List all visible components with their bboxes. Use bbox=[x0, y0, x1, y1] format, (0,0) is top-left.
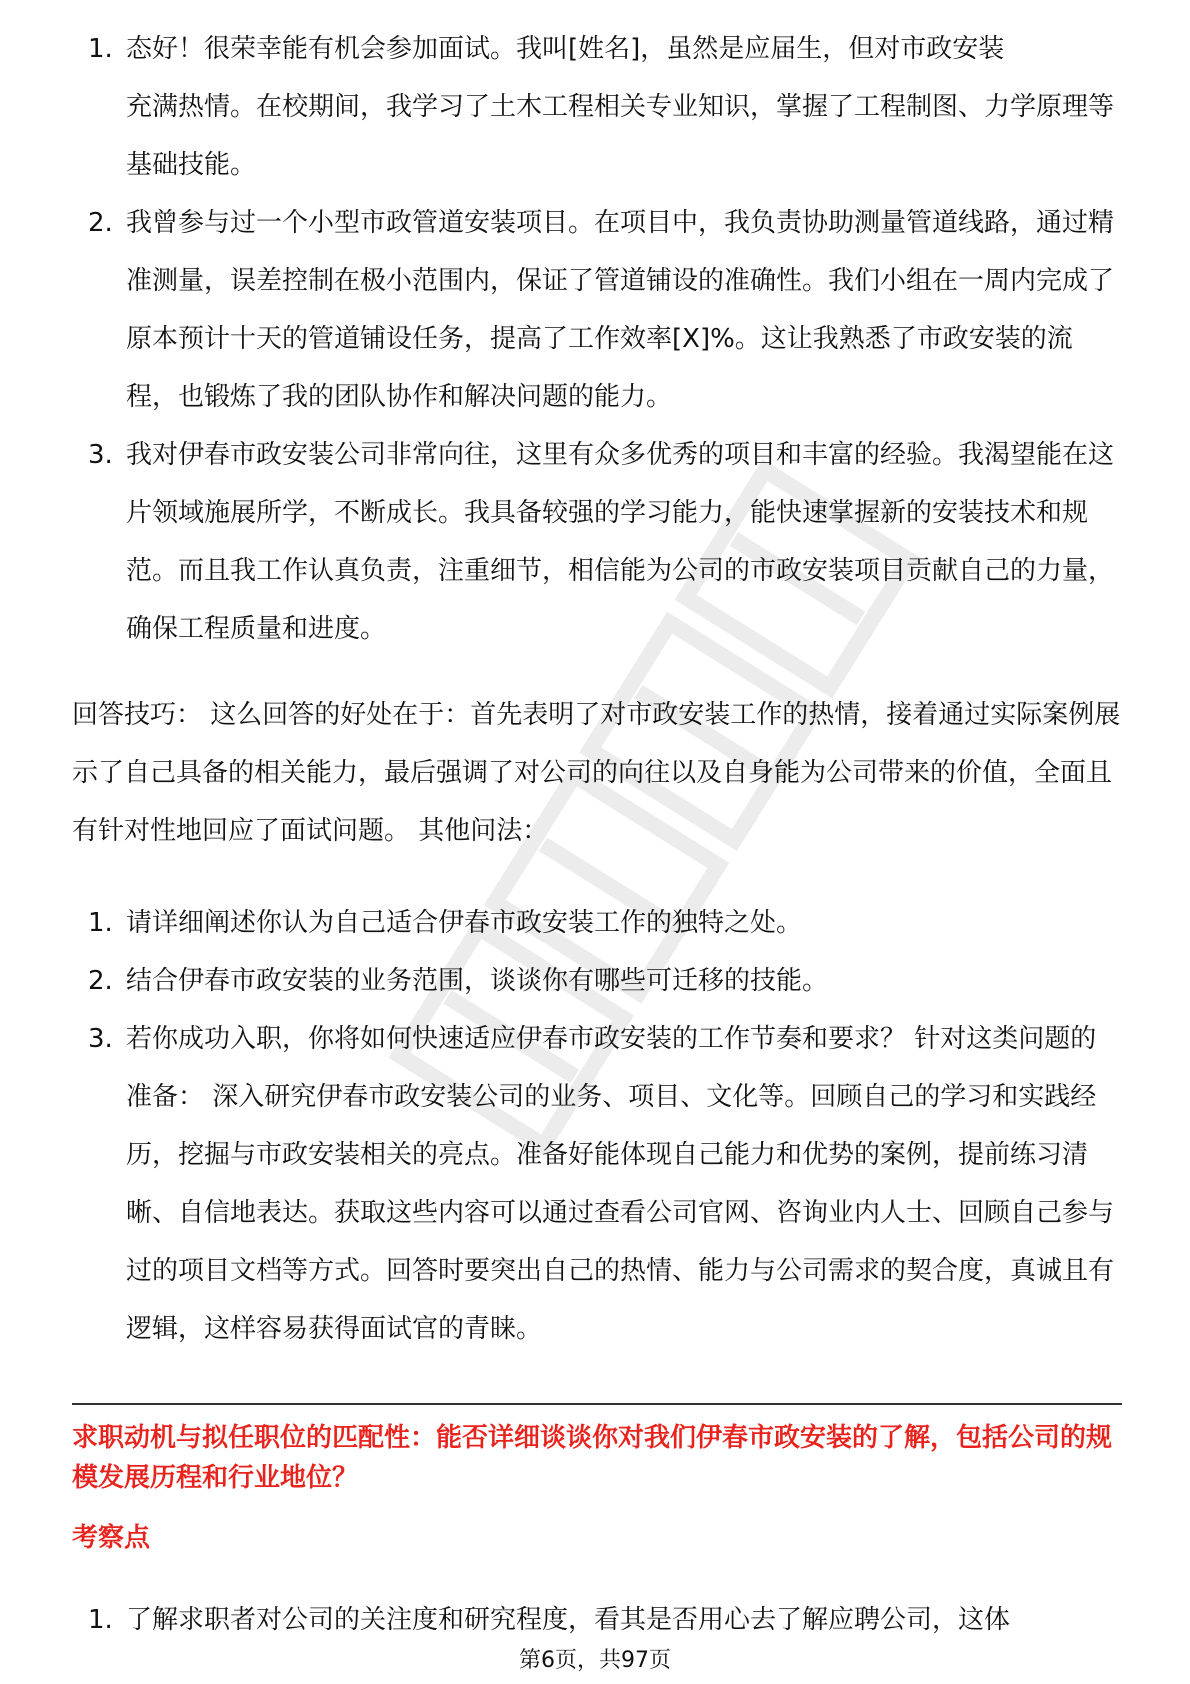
alternative-questions-list bbox=[72, 894, 1122, 1358]
list-item-text: 若你成功入职，你将如何快速适应伊春市政安装的工作节奏和要求？ 针对这类问题的准备： 深入研究伊春市政安装公司的业务、项目、文化等。回顾自己的学习和实践经历，挖掘与市政安装相关的亮点。准备好能体现自己能力和优势的案例，提前练习清晰、自信地表达。获取这些内容可以通过查看公司官网、咨询业内人士、回顾自己参与过的项目文档等方式。回答时要突出自己的热情、能力与公司需求的契合度，真诚且有逻辑，这样容易获得面试官的青睐。 bbox=[126, 1024, 1115, 1344]
list-item bbox=[72, 894, 1122, 952]
list-item-text: 我曾参与过一个小型市政管道安装项目。在项目中，我负责协助测量管道线路，通过精准测量，误差控制在极小范围内，保证了管道铺设的准确性。我们小组在一周内完成了原本预计十天的管道铺设任务，提高了工作效率[X]%。这让我熟悉了市政安装的流程，也锻炼了我的团队协作和解决问题的能力。 bbox=[126, 208, 1115, 412]
list-item bbox=[72, 426, 1122, 658]
list-number: 1. bbox=[88, 34, 113, 64]
answer-tips-paragraph: 回答技巧： 这么回答的好处在于：首先表明了对市政安装工作的热情，接着通过实际案例展示了自己具备的相关能力，最后强调了对公司的向往以及自身能为公司带来的价值，全面且有针对性地回应了面试问题。 其他问法： bbox=[72, 700, 1121, 846]
list-item bbox=[72, 1591, 1122, 1649]
list-number: 1. bbox=[88, 908, 113, 938]
list-item-text: 充满热情。在校期间，我学习了土木工程相关专业知识，掌握了工程制图、力学原理等基础技能。 bbox=[126, 92, 1115, 180]
page-footer: 第6页，共97页 bbox=[519, 1648, 671, 1673]
list-number: 3. bbox=[88, 1024, 113, 1054]
list-item-text: 我对伊春市政安装公司非常向往，这里有众多优秀的项目和丰富的经验。我渴望能在这片领域施展所学，不断成长。我具备较强的学习能力，能快速掌握新的安装技术和规范。而且我工作认真负责，注重细节，相信能为公司的市政安装项目贡献自己的力量，确保工程质量和进度。 bbox=[126, 440, 1115, 644]
list-number: 2. bbox=[88, 208, 113, 238]
list-item bbox=[72, 952, 1122, 1010]
list-item-text-first-line: 态好！很荣幸能有机会参加面试。我叫[姓名]，虽然是应届生，但对市政安装 bbox=[126, 34, 1005, 64]
list-item-clipped-line bbox=[126, 20, 1122, 78]
assessment-points-heading: 考察点 bbox=[72, 1523, 151, 1553]
list-item-text: 了解求职者对公司的关注度和研究程度，看其是否用心去了解应聘公司，这体 bbox=[126, 1605, 1011, 1635]
list-item bbox=[72, 20, 1122, 194]
list-item-text: 请详细阐述你认为自己适合伊春市政安装工作的独特之处。 bbox=[126, 908, 803, 938]
list-item-text: 结合伊春市政安装的业务范围，谈谈你有哪些可迁移的技能。 bbox=[126, 966, 829, 996]
section-divider bbox=[72, 1403, 1122, 1405]
list-number: 2. bbox=[88, 966, 113, 996]
list-item bbox=[72, 194, 1122, 426]
list-number: 3. bbox=[88, 440, 113, 470]
question-heading: 求职动机与拟任职位的匹配性：能否详细谈谈你对我们伊春市政安装的了解，包括公司的规模发展历程和行业地位？ bbox=[72, 1423, 1113, 1493]
list-number: 1. bbox=[88, 1605, 113, 1635]
assessment-points-list bbox=[72, 1591, 1122, 1649]
list-item bbox=[72, 1010, 1122, 1358]
answer-list bbox=[72, 20, 1122, 658]
